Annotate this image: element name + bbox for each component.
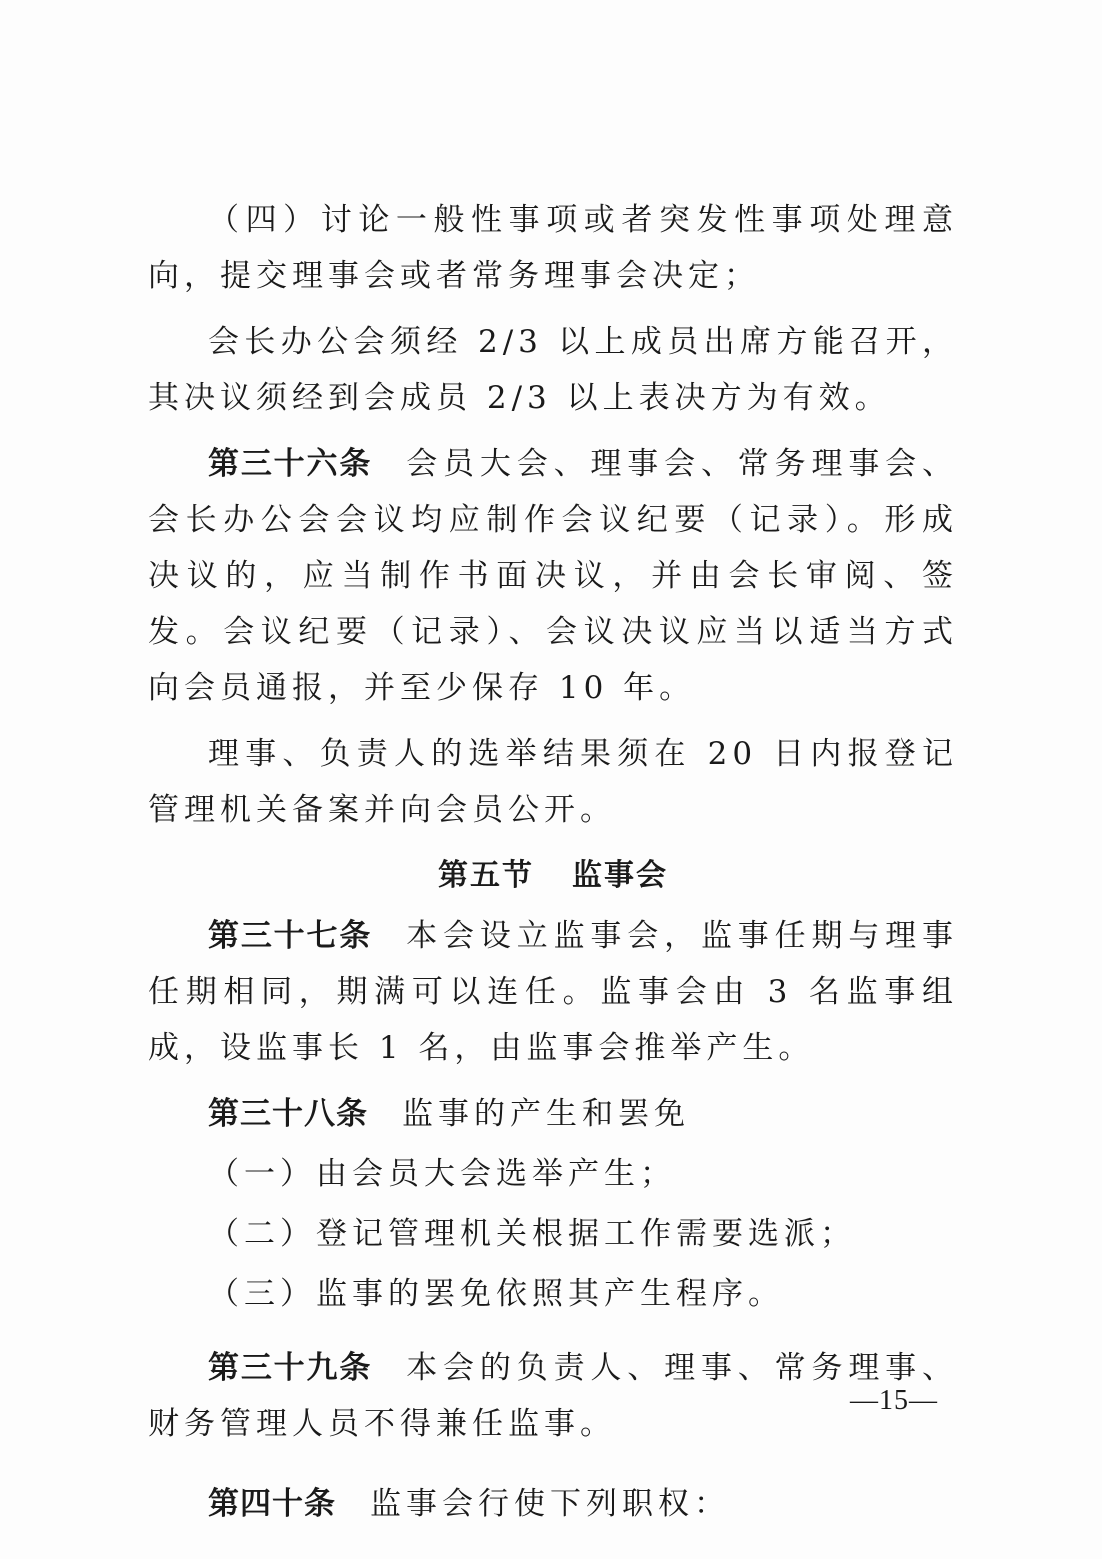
article-40-text: 监事会行使下列职权： (370, 1486, 730, 1522)
spacer (148, 1462, 958, 1476)
section-name: 监事会 (572, 858, 668, 893)
article-37-title: 第三十七条 (208, 918, 373, 954)
paragraph-office-meeting-quorum: 会长办公会须经 2/3 以上成员出席方能召开，其决议须经到会成员 2/3 以上表决方为有效。 (148, 324, 958, 416)
document-body (148, 192, 958, 1542)
article-40-title: 第四十条 (208, 1486, 336, 1522)
section-heading (148, 848, 958, 904)
section-number: 第五节 (438, 858, 534, 893)
article-36 (148, 436, 958, 716)
article-39-title: 第三十九条 (208, 1350, 373, 1386)
article-38-item-1: （一）由会员大会选举产生； (208, 1156, 676, 1192)
article-38 (148, 1086, 958, 1142)
article-36-text: 会员大会、理事会、常务理事会、会长办公会会议均应制作会议纪要（记录）。形成决议的，应当制作书面决议，并由会长审阅、签发。会议纪要（记录）、会议决议应当以适当方式向会员通报，并至少保存 10 年。 (148, 446, 959, 706)
article-39-text: 本会的负责人、理事、常务理事、财务管理人员不得兼任监事。 (148, 1350, 959, 1442)
article-38-text: 监事的产生和罢免 (402, 1096, 690, 1132)
article-38-item-3: （三）监事的罢免依照其产生程序。 (208, 1276, 784, 1312)
paragraph-item-four: （四）讨论一般性事项或者突发性事项处理意向，提交理事会或者常务理事会决定； (148, 202, 958, 294)
spacer (148, 1326, 958, 1340)
article-40 (148, 1476, 958, 1532)
page-number: —15— (850, 1385, 938, 1416)
paragraph-election-results: 理事、负责人的选举结果须在 20 日内报登记管理机关备案并向会员公开。 (148, 736, 958, 828)
article-37 (148, 908, 958, 1076)
article-37-text: 本会设立监事会，监事任期与理事任期相同，期满可以连任。监事会由 3 名监事组成，设监事长 1 名，由监事会推举产生。 (148, 918, 959, 1066)
article-38-title: 第三十八条 (208, 1096, 368, 1132)
article-38-item-2: （二）登记管理机关根据工作需要选派； (208, 1216, 856, 1252)
article-39 (148, 1340, 958, 1452)
article-36-title: 第三十六条 (208, 446, 373, 482)
